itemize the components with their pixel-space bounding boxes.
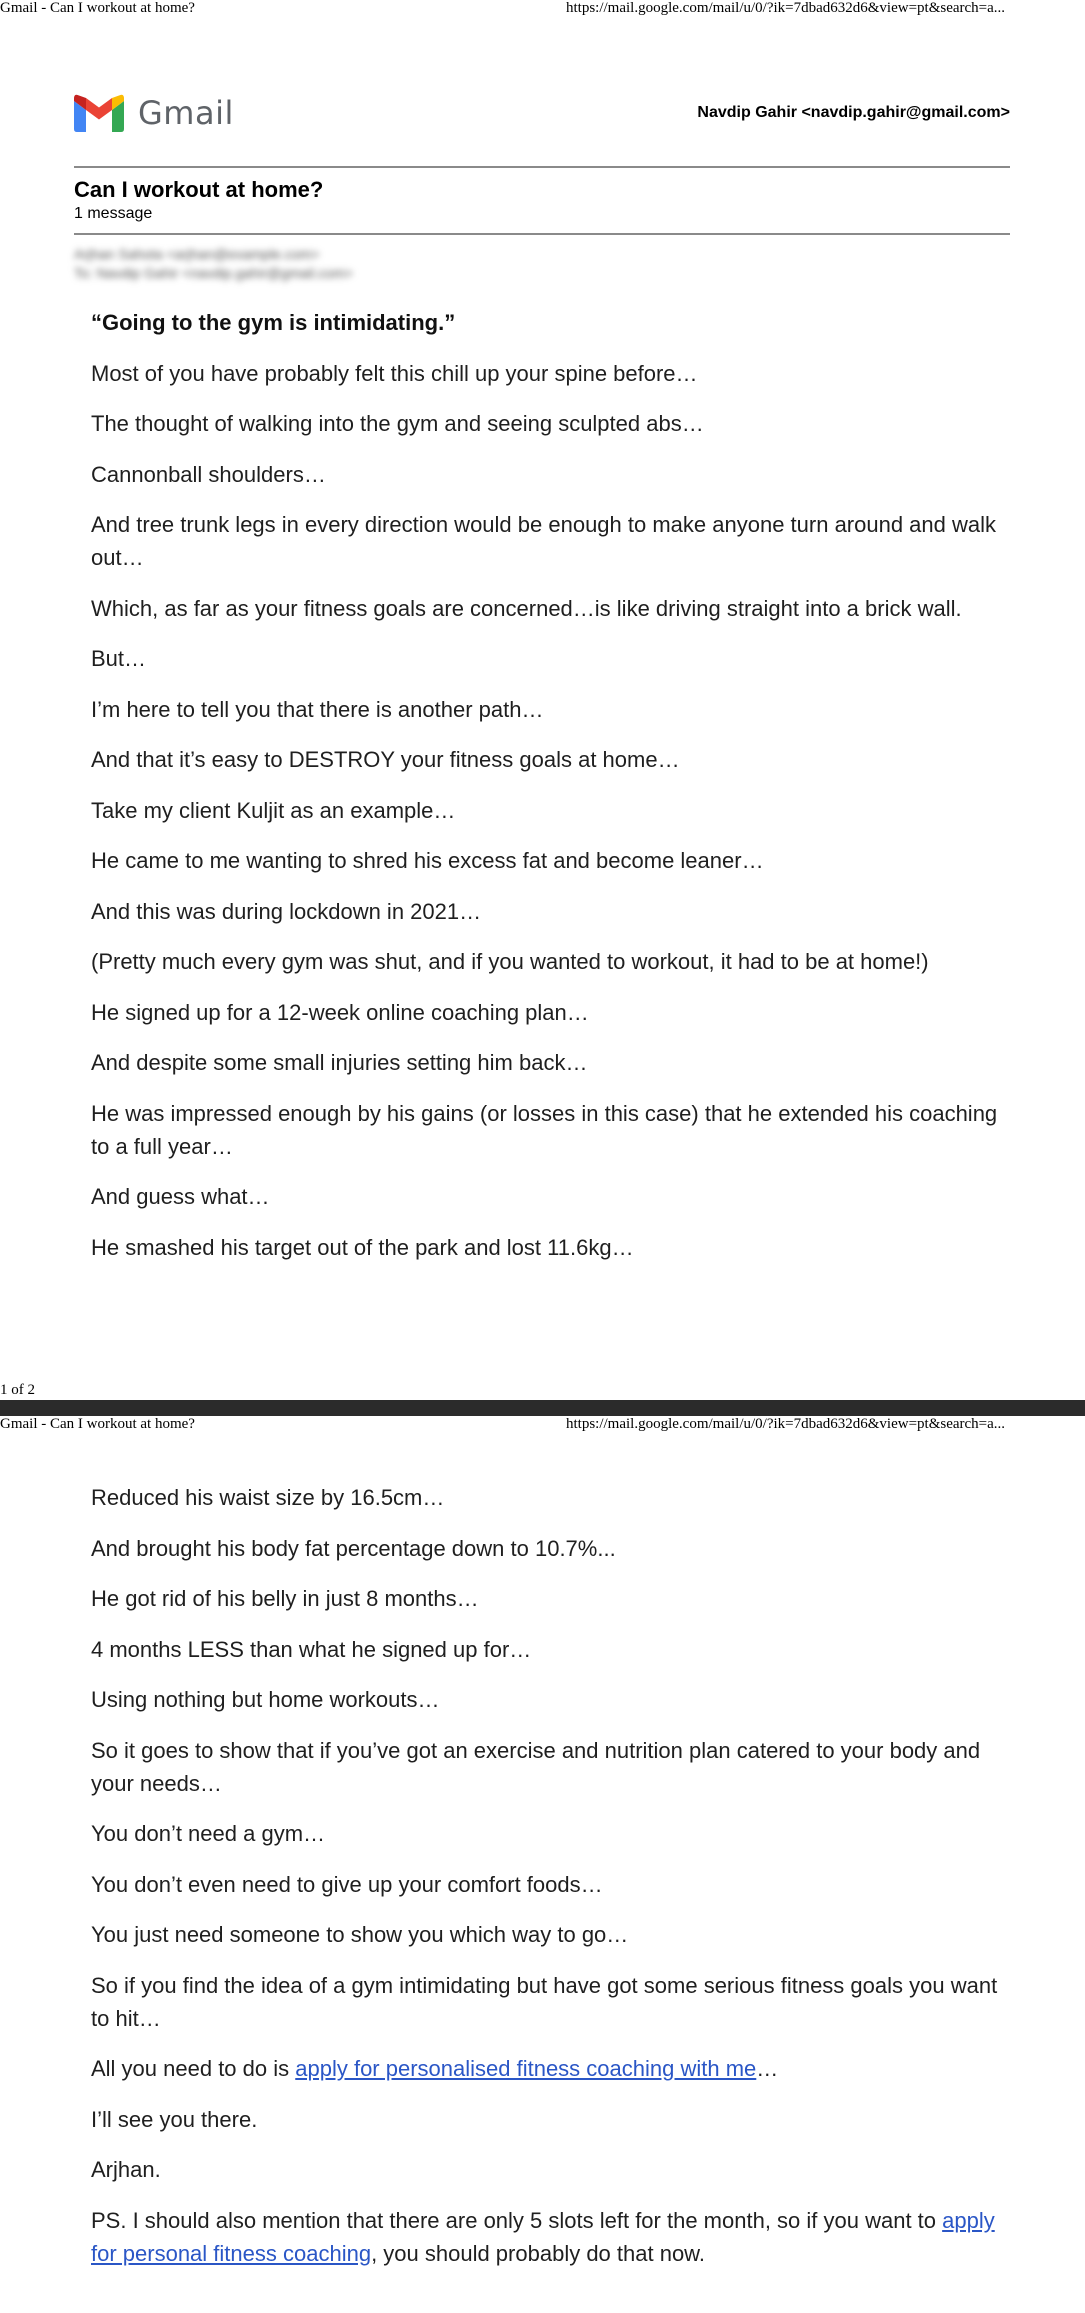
email-paragraph: And brought his body fat percentage down to 10.7%... bbox=[91, 1535, 616, 1561]
email-paragraph: Cannonball shoulders… bbox=[91, 461, 326, 487]
print-header-title: Gmail - Can I workout at home? bbox=[0, 0, 195, 16]
signature: Arjhan. bbox=[91, 2157, 161, 2182]
email-paragraph: Take my client Kuljit as an example… bbox=[91, 797, 456, 823]
page-separator bbox=[0, 1400, 1085, 1416]
email-paragraph: Which, as far as your fitness goals are concerned…is like driving straight into a brick wall. bbox=[91, 595, 962, 621]
email-paragraph: He smashed his target out of the park and lost 11.6kg… bbox=[91, 1234, 634, 1260]
email-paragraph: You don’t even need to give up your comfort foods… bbox=[91, 1871, 603, 1897]
email-paragraph: He got rid of his belly in just 8 months… bbox=[91, 1586, 479, 1611]
closing-line: I’ll see you there. bbox=[91, 2106, 258, 2132]
print-header-url: https://mail.google.com/mail/u/0/?ik=7dbad632d6&view=pt&search=a... bbox=[566, 0, 1006, 16]
subject-divider bbox=[74, 233, 1010, 235]
ps-prefix: PS. I should also mention that there are only 5 slots left for the month, so if you want to bbox=[91, 2207, 943, 2233]
email-paragraph: And this was during lockdown in 2021… bbox=[91, 898, 482, 924]
header-divider bbox=[74, 166, 1010, 168]
personal-coaching-link[interactable]: apply for personal fitness coaching bbox=[91, 2207, 995, 2266]
email-paragraph: And despite some small injuries setting him back… bbox=[91, 1050, 588, 1075]
gmail-wordmark: Gmail bbox=[138, 94, 234, 132]
email-paragraph: The thought of walking into the gym and seeing sculpted abs… bbox=[91, 411, 704, 436]
message-count: 1 message bbox=[74, 205, 153, 222]
email-paragraph: And that it’s easy to DESTROY your fitness goals at home… bbox=[91, 747, 680, 772]
print-header bbox=[0, 0, 1085, 18]
email-paragraph: He signed up for a 12-week online coaching plan… bbox=[91, 999, 589, 1025]
cta-suffix: … bbox=[756, 2056, 779, 2081]
ps-suffix: , you should probably do that now. bbox=[371, 2240, 705, 2266]
gmail-logo-icon bbox=[74, 94, 124, 132]
email-paragraph: Most of you have probably felt this chill up your spine before… bbox=[91, 360, 698, 386]
email-paragraph: And tree trunk legs in every direction would be enough to make anyone turn around and walk out… bbox=[91, 512, 997, 570]
ps-paragraph bbox=[91, 2204, 1001, 2270]
print-header-title: Gmail - Can I workout at home? bbox=[0, 1416, 195, 1432]
email-body-page-2 bbox=[91, 1481, 1001, 2287]
email-paragraph: You just need someone to show you which way to go… bbox=[91, 1922, 629, 1947]
email-paragraph: I’m here to tell you that there is another path… bbox=[91, 696, 544, 722]
email-paragraph: 4 months LESS than what he signed up for… bbox=[91, 1636, 532, 1662]
coaching-application-link[interactable]: apply for personalised fitness coaching with me bbox=[295, 2056, 757, 2081]
email-paragraph: He was impressed enough by his gains (or losses in this case) that he extended his coaching to a full year… bbox=[91, 1100, 998, 1159]
email-paragraph: Reduced his waist size by 16.5cm… bbox=[91, 1485, 445, 1510]
print-header-url: https://mail.google.com/mail/u/0/?ik=7dbad632d6&view=pt&search=a... bbox=[566, 1416, 1006, 1432]
redacted-sender-info: Arjhan Sahota <arjhan@example.com> To: Navdip Gahir <navdip.gahir@gmail.com> bbox=[74, 246, 353, 281]
email-paragraph: Using nothing but home workouts… bbox=[91, 1687, 440, 1712]
thread-subject: Can I workout at home? bbox=[74, 177, 324, 202]
email-paragraph: So it goes to show that if you’ve got an exercise and nutrition plan catered to your body and your needs… bbox=[91, 1737, 981, 1796]
email-paragraph: You don’t need a gym… bbox=[91, 1821, 326, 1846]
email-paragraph: But… bbox=[91, 646, 147, 671]
email-body-page-1 bbox=[91, 306, 1001, 1281]
cta-paragraph bbox=[91, 2052, 1001, 2085]
account-user: Navdip Gahir <navdip.gahir@gmail.com> bbox=[697, 104, 1010, 121]
email-paragraph: He came to me wanting to shred his excess fat and become leaner… bbox=[91, 848, 764, 873]
email-paragraph: (Pretty much every gym was shut, and if you wanted to workout, it had to be at home!) bbox=[91, 949, 929, 974]
page-number: 1 of 2 bbox=[0, 1382, 35, 1398]
email-paragraph: And guess what… bbox=[91, 1184, 270, 1209]
cta-prefix: All you need to do is bbox=[91, 2056, 296, 2081]
email-paragraph: So if you find the idea of a gym intimidating but have got some serious fitness goals you want to hit… bbox=[91, 1972, 998, 2031]
print-page-2 bbox=[0, 1416, 1085, 2313]
email-paragraph: “Going to the gym is intimidating.” bbox=[91, 310, 456, 335]
gmail-brand bbox=[74, 92, 234, 134]
print-header bbox=[0, 1416, 1085, 1434]
